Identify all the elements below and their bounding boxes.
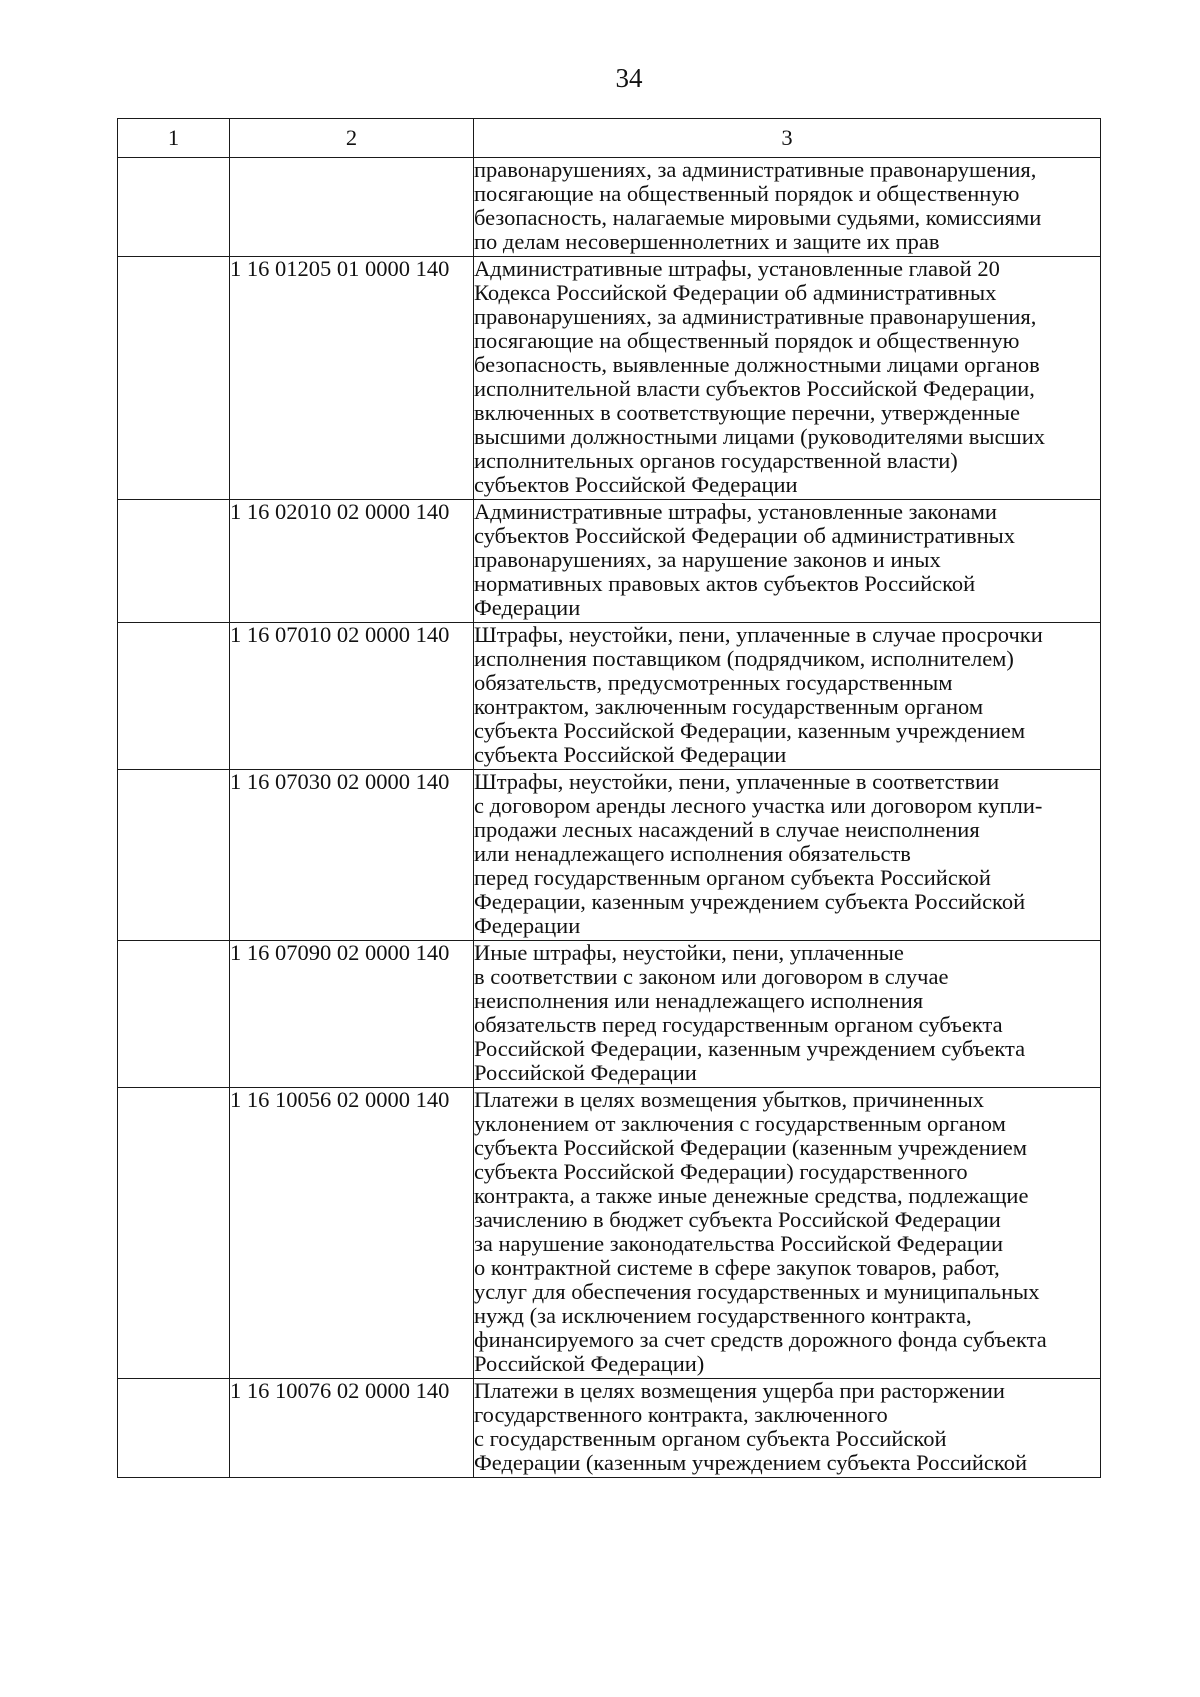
description-line: включенных в соответствующие перечни, утвержденные: [474, 400, 1021, 425]
description-line: за нарушение законодательства Российской Федерации: [474, 1231, 1003, 1256]
description-line: правонарушениях, за административные правонарушения,: [474, 304, 1037, 329]
description-line: Российской Федерации: [474, 1060, 697, 1085]
row-number-cell: [118, 257, 230, 500]
income-description-cell: [474, 770, 1101, 941]
description-line: неисполнения или ненадлежащего исполнения: [474, 988, 924, 1013]
description-line: безопасность, выявленные должностными лицами органов: [474, 352, 1040, 377]
income-code-cell: 1 16 10056 02 0000 140: [230, 1088, 474, 1379]
income-codes-table: [117, 118, 1101, 1478]
description-line: нормативных правовых актов субъектов Российской: [474, 571, 976, 596]
row-number-cell: [118, 158, 230, 257]
income-description-cell: [474, 941, 1101, 1088]
description-line: о контрактной системе в сфере закупок товаров, работ,: [474, 1255, 1000, 1280]
description-line: исполнительной власти субъектов Российской Федерации,: [474, 376, 1035, 401]
income-code-cell: 1 16 07010 02 0000 140: [230, 623, 474, 770]
income-code-cell: 1 16 02010 02 0000 140: [230, 500, 474, 623]
row-number-cell: [118, 770, 230, 941]
description-line: субъектов Российской Федерации об административных: [474, 523, 1015, 548]
income-code-cell: 1 16 10076 02 0000 140: [230, 1379, 474, 1478]
description-line: Платежи в целях возмещения ущерба при расторжении: [474, 1378, 1005, 1403]
description-line: Штрафы, неустойки, пени, уплаченные в случае просрочки: [474, 622, 1043, 647]
description-line: с договором аренды лесного участка или договором купли-: [474, 793, 1043, 818]
description-line: Административные штрафы, установленные главой 20: [474, 256, 1000, 281]
column-header-3: 3: [474, 119, 1101, 158]
column-header-2: 2: [230, 119, 474, 158]
income-description-cell: [474, 158, 1101, 257]
description-line: контрактом, заключенным государственным органом: [474, 694, 984, 719]
description-line: продажи лесных насаждений в случае неисполнения: [474, 817, 980, 842]
income-code-cell: 1 16 07090 02 0000 140: [230, 941, 474, 1088]
row-number-cell: [118, 500, 230, 623]
description-line: Кодекса Российской Федерации об административных: [474, 280, 997, 305]
description-line: Иные штрафы, неустойки, пени, уплаченные: [474, 940, 904, 965]
page-number: 34: [615, 63, 643, 93]
description-line: Платежи в целях возмещения убытков, причиненных: [474, 1087, 984, 1112]
description-line: обязательств перед государственным органом субъекта: [474, 1012, 1003, 1037]
description-line: субъекта Российской Федерации) государственного: [474, 1159, 968, 1184]
income-description-cell: [474, 623, 1101, 770]
description-line: Российской Федерации): [474, 1351, 705, 1376]
column-header-1: 1: [118, 119, 230, 158]
description-line: Российской Федерации, казенным учреждением субъекта: [474, 1036, 1026, 1061]
income-description-cell: [474, 500, 1101, 623]
table-row: [118, 158, 1101, 257]
description-line: субъектов Российской Федерации: [474, 472, 798, 497]
table-row: [118, 500, 1101, 623]
description-line: нужд (за исключением государственного контракта,: [474, 1303, 972, 1328]
description-line: обязательств, предусмотренных государственным: [474, 670, 953, 695]
description-line: посягающие на общественный порядок и общественную: [474, 181, 1020, 206]
table-row: [118, 770, 1101, 941]
row-number-cell: [118, 623, 230, 770]
description-line: в соответствии с законом или договором в случае: [474, 964, 949, 989]
description-line: контракта, а также иные денежные средства, подлежащие: [474, 1183, 1029, 1208]
table-row: [118, 941, 1101, 1088]
income-code-cell: 1 16 07030 02 0000 140: [230, 770, 474, 941]
description-line: субъекта Российской Федерации (казенным учреждением: [474, 1135, 1027, 1160]
description-line: или ненадлежащего исполнения обязательств: [474, 841, 911, 866]
description-line: Административные штрафы, установленные законами: [474, 499, 997, 524]
description-line: по делам несовершеннолетних и защите их прав: [474, 229, 940, 254]
description-line: Федерации: [474, 595, 581, 620]
description-line: финансируемого за счет средств дорожного фонда субъекта: [474, 1327, 1047, 1352]
description-line: субъекта Российской Федерации, казенным учреждением: [474, 718, 1026, 743]
description-line: государственного контракта, заключенного: [474, 1402, 888, 1427]
table-row: [118, 1379, 1101, 1478]
description-line: правонарушениях, за нарушение законов и иных: [474, 547, 941, 572]
table-row: [118, 257, 1101, 500]
description-line: зачислению в бюджет субъекта Российской Федерации: [474, 1207, 1001, 1232]
description-line: Федерации (казенным учреждением субъекта Российской: [474, 1450, 1027, 1475]
row-number-cell: [118, 1088, 230, 1379]
income-description-cell: [474, 1088, 1101, 1379]
table-row: [118, 1088, 1101, 1379]
description-line: уклонением от заключения с государственным органом: [474, 1111, 1006, 1136]
description-line: услуг для обеспечения государственных и муниципальных: [474, 1279, 1040, 1304]
description-line: Штрафы, неустойки, пени, уплаченные в соответствии: [474, 769, 1000, 794]
row-number-cell: [118, 941, 230, 1088]
income-code-cell: 1 16 01205 01 0000 140: [230, 257, 474, 500]
table-header-row: [118, 119, 1101, 158]
description-line: субъекта Российской Федерации: [474, 742, 787, 767]
table-body: [118, 119, 1101, 1478]
description-line: исполнения поставщиком (подрядчиком, исполнителем): [474, 646, 1014, 671]
description-line: перед государственным органом субъекта Российской: [474, 865, 991, 890]
income-code-cell: [230, 158, 474, 257]
income-description-cell: [474, 257, 1101, 500]
table-row: [118, 623, 1101, 770]
description-line: с государственным органом субъекта Российской: [474, 1426, 947, 1451]
description-line: Федерации: [474, 913, 581, 938]
income-description-cell: [474, 1379, 1101, 1478]
row-number-cell: [118, 1379, 230, 1478]
description-line: безопасность, налагаемые мировыми судьями, комиссиями: [474, 205, 1042, 230]
description-line: высшими должностными лицами (руководителями высших: [474, 424, 1046, 449]
description-line: правонарушениях, за административные правонарушения,: [474, 157, 1037, 182]
description-line: исполнительных органов государственной власти): [474, 448, 958, 473]
description-line: посягающие на общественный порядок и общественную: [474, 328, 1020, 353]
description-line: Федерации, казенным учреждением субъекта Российской: [474, 889, 1026, 914]
